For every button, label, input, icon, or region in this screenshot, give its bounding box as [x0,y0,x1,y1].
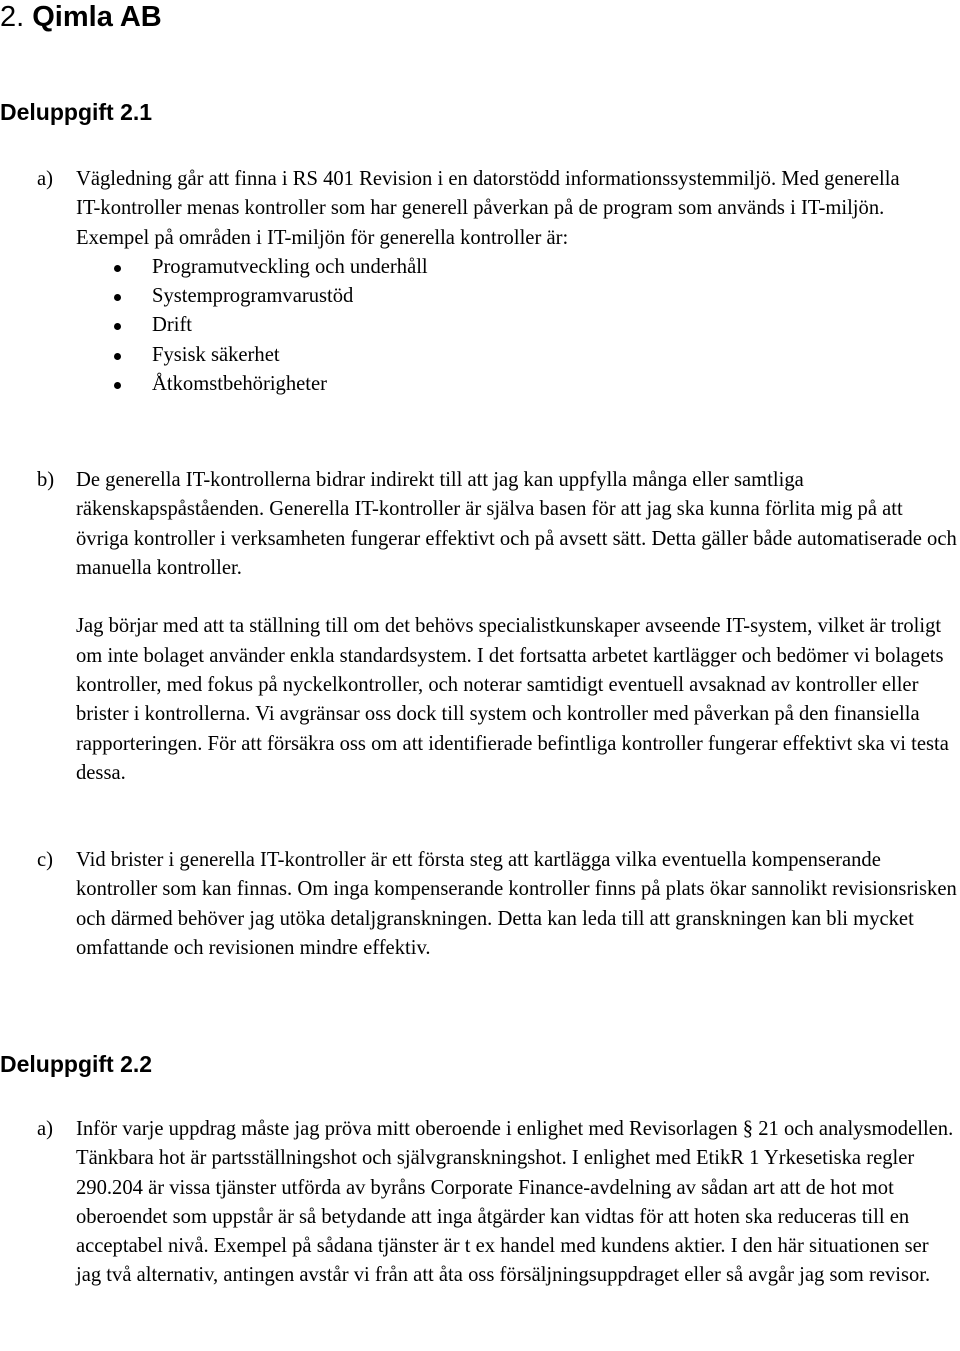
item-2-1-b [0,466,960,788]
list-item: Programutveckling och underhåll [0,253,916,282]
list-item: Systemprogramvarustöd [0,282,916,311]
bullet-list [76,253,916,399]
heading-number: 2. [0,1,25,33]
heading-title: Qimla AB [32,1,162,33]
item-label: a) [37,1118,53,1140]
list-item: Fysisk säkerhet [0,341,916,370]
item-2-1-c [0,846,960,963]
section-heading-2-2: Deluppgift 2.2 [0,1051,153,1077]
main-heading [0,0,162,34]
bullet-icon [114,353,121,360]
list-item: Drift [0,311,916,340]
item-label: b) [37,469,55,491]
bullet-icon [114,265,121,272]
item-label: c) [37,849,53,871]
item-paragraph: Vägledning går att finna i RS 401 Revision i en datorstödd informationssystemmiljö. Med generella IT-kontroller menas kontroller som har generell påverkan på de program som används i IT-miljön. Exempel på områden i IT-miljön för generella kontroller är: [76,168,900,249]
item-paragraph: De generella IT-kontrollerna bidrar indirekt till att jag kan uppfylla många eller samtliga räkenskapspåståenden. Generella IT-kontroller är själva basen för att jag ska kunna förlita mig på att övriga kontroller i verksamheten fungerar effektivt och på avsett sätt. Detta gäller både automatiserade och manuella kontroller. [76,469,957,579]
item-2-1-a [0,165,960,399]
item-paragraph: Vid brister i generella IT-kontroller är ett första steg att kartlägga vilka eventuella kompenserande kontroller som kan finnas. Om inga kompenserande kontroller finns på plats ökar sannolikt revisionsrisken och därmed behöver jag utöka detaljgranskningen. Detta kan leda till att granskningen kan bli mycket omfattande och revisionen mindre effektiv. [76,849,957,959]
item-paragraph: Jag börjar med att ta ställning till om det behövs specialistkunskaper avseende IT-system, vilket är troligt om inte bolaget använder enkla standardsystem. I det fortsatta arbetet kartlägger och bedömer vi bolagets kontroller, med fokus på nyckelkontroller, och noterar samtidigt eventuell avsaknad av kontroller eller brister i kontrollerna. Vi avgränsar oss dock till system och kontroller med påverkan på den finansiella rapporteringen. För att försäkra oss om att identifierade befintliga kontroller fungerar effektivt ska vi testa dessa. [76,615,949,784]
item-2-2-a [0,1115,960,1291]
item-paragraph: Inför varje uppdrag måste jag pröva mitt oberoende i enlighet med Revisorlagen § 21 och analysmodellen. Tänkbara hot är partsställningshot och självgranskningshot. I enlighet med EtikR 1 Yrkesetiska regler 290.204 är vissa tjänster utförda av byråns Corporate Finance-avdelning av sådan art att de hot mot oberoendet som uppstår är så betydande att inga åtgärder kan vidtas för att hoten ska reduceras till en acceptabel nivå. Exempel på sådana tjänster är t ex handel med kundens aktier. I den här situationen ser jag två alternativ, antingen avstår vi från att åta oss försäljningsuppdraget eller så avgår jag som revisor. [76,1118,954,1287]
list-item: Åtkomstbehörigheter [0,370,916,399]
section-heading-2-1: Deluppgift 2.1 [0,99,153,125]
item-label: a) [37,168,53,190]
